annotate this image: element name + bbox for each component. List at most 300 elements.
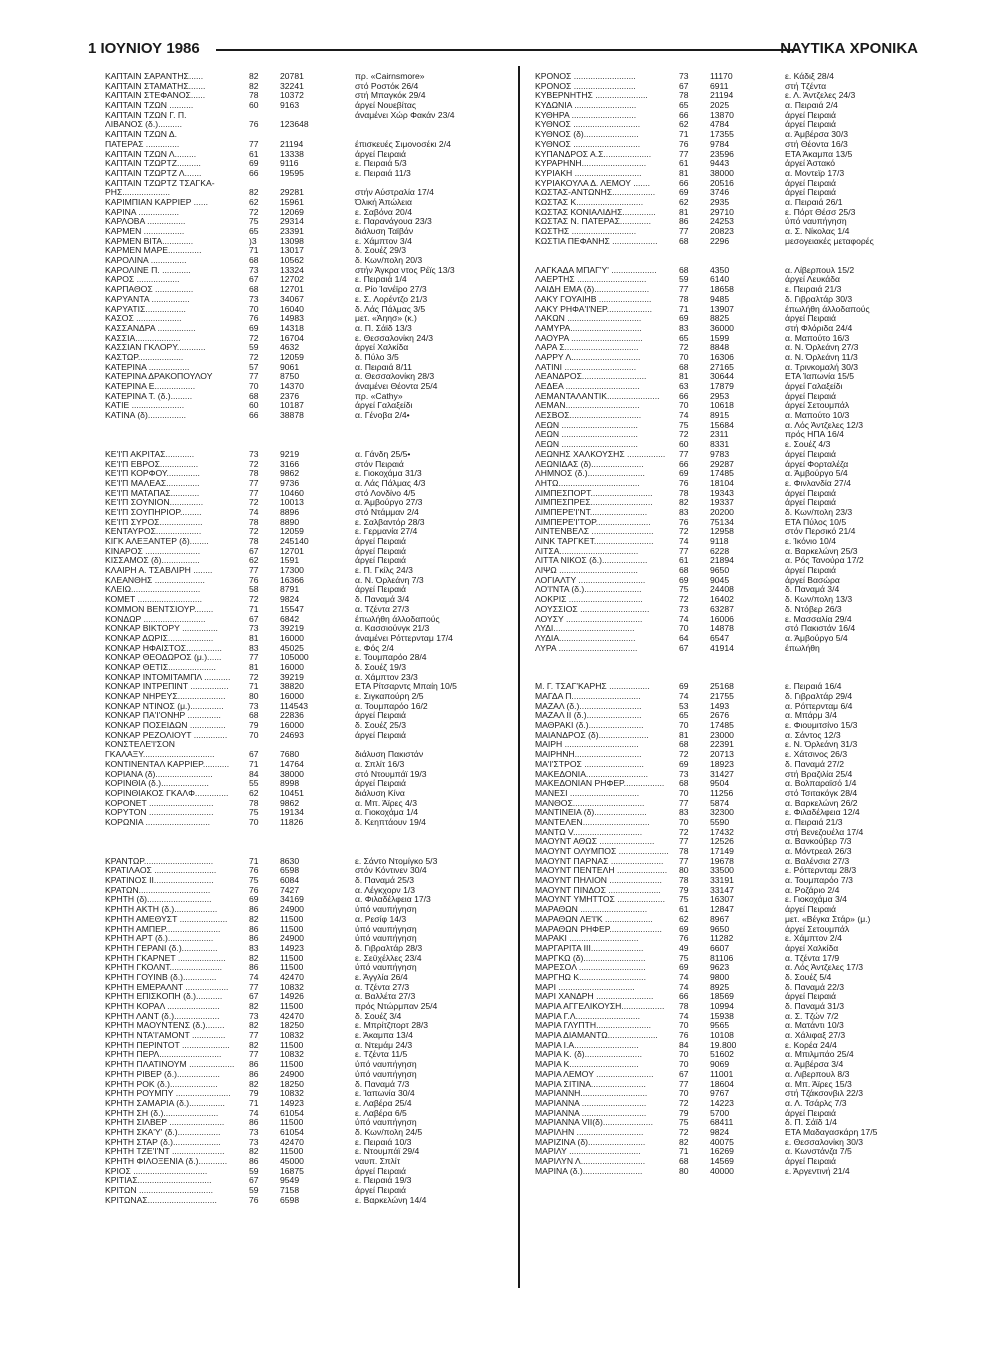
ship-status: μετ. «Βέγκα Στάρ» (μ.) [785,913,871,924]
ship-name: ΚΑΡΠΑΘΟΣ ................ [105,284,194,295]
gross-tonnage: 34169 [280,894,304,905]
gross-tonnage: 11500 [280,923,304,934]
ship-status: άργεί Πειραιά [785,1156,836,1166]
ship-name: ΚΟΝΚΑΡ ΝΤΙΝΟΣ (μ.).............. [105,700,224,711]
build-year: 70 [679,1020,689,1031]
ship-status: δ. Πύλο 3/5 [355,351,399,362]
build-year: 74 [679,613,689,624]
ship-status: στή Θέοντα 16/3 [785,138,848,149]
build-year: 71 [679,1146,689,1157]
gross-tonnage: 10832 [280,1049,304,1060]
gross-tonnage: 8967 [710,913,730,924]
ship-name: ΜΑΡΑΚΙ ............................. [535,933,639,944]
ship-name: ΜΑΡΑΘΩΝ ΛΕ'Ι'Κ .................... [535,913,653,924]
build-year: 61 [679,904,689,915]
ship-status: α. Ροζάριο 2/4 [785,884,840,895]
page-header [88,38,918,60]
gross-tonnage: 9549 [280,1175,300,1186]
ship-status: δ. Γιβραλτάρ 29/4 [785,691,853,701]
ship-status: δ. Κων/πολη 24/5 [355,1126,423,1137]
section-gap [105,430,505,440]
gross-tonnage: 18250 [280,1078,304,1089]
ship-status: δ. Κων/πολη 23/3 [785,506,853,517]
gross-tonnage: 24408 [710,584,734,595]
ship-status: α. Ματάντι 10/3 [785,1020,844,1031]
ship-name: ΜΑΟΥΝΤ ΠΕΝΤΕΛΗ ..................... [535,865,668,876]
ship-name: ΚΑΣΤΩΡ................... [105,351,184,362]
column-divider [518,66,520,1288]
build-year: 75 [249,807,259,818]
ship-name: ΚΑΤΕΡΙΝΑ ΔΡΑΚΟΠΟΥΛΟΥ [105,371,213,382]
build-year: 75 [249,875,259,886]
build-year: 82 [249,187,259,198]
ship-status: ΕΤΑ Ρίτσαρντς Μπαίη 10/5 [355,681,457,692]
gross-tonnage: 15684 [710,419,734,430]
gross-tonnage: 18250 [280,1020,304,1031]
gross-tonnage: 11282 [710,933,734,944]
ship-status: α. Γάνδη 25/5• [355,448,411,459]
ship-status: άργεί Πειραιά [355,778,406,789]
ship-status: α. Ν. Όρλεάνη 11/3 [785,351,858,362]
ship-status: πρ. «Cathy» [355,390,403,401]
gross-tonnage: 11500 [280,1001,304,1011]
build-year: 70 [249,816,259,827]
ship-status: ε. Άργεντινή 21/4 [785,1165,850,1176]
gross-tonnage: 9219 [280,448,300,459]
gross-tonnage: 8848 [710,342,730,353]
build-year: 60 [249,100,259,111]
ship-status: άργεί Πειραιά [785,390,836,401]
ship-name: ΚΛΕΙΩ............................. [105,584,201,595]
ship-name: ΜΑΡΙΑ Γ.Λ........................... [535,1010,641,1021]
gross-tonnage: 16000 [280,632,304,643]
ship-status: ε. Ίκόνιο 10/4 [785,536,836,546]
gross-tonnage: 32300 [710,807,734,818]
ship-name: ΛΟ'Ι'ΝΤΑ (δ.)........................ [535,584,642,595]
ship-name: ΛΑΓΚΑΔΑ ΜΠΑΓ'Υ' ................... [535,264,657,275]
ship-name: ΚΡΑΤΩΝ.............................. [105,884,211,895]
build-year: 76 [249,1194,259,1205]
gross-tonnage: 17485 [710,468,734,479]
build-year: 72 [249,206,259,217]
build-year: 71 [679,129,689,140]
ship-name: ΚΩΣΤΙΑ ΠΕΦΑΝΗΣ ................... [535,235,658,246]
ship-name: ΛΙΜΠΕΣΠΡΕΣ.......................... [535,497,653,508]
gross-tonnage: 6547 [710,632,730,643]
ship-name: ΜΑΡΙ ................................ [535,981,635,992]
ship-status: α. Χάμπτον 23/3 [355,671,418,682]
gross-tonnage: 20823 [710,226,734,236]
build-year: 73 [249,700,259,711]
gross-tonnage: 8896 [280,506,300,517]
ship-status: α. Τζέντα 17/9 [785,952,840,963]
ship-status: ε. Σαβόνα 20/4 [355,206,412,217]
build-year: 75 [679,952,689,963]
ship-name: ΚΑΤΙΝΑ (δ)................ [105,410,187,421]
gross-tonnage: 3166 [280,458,300,469]
build-year: 77 [679,284,689,295]
ship-name: ΚΑΡΙΜΠΙΑΝ ΚΑΡΡΙΕΡ ...... [105,196,208,207]
build-year: 74 [249,1107,259,1118]
build-year: 80 [249,691,259,701]
ship-status: στό Ντάμμαν 2/4 [355,506,419,517]
gross-tonnage: 6598 [280,865,300,876]
ship-status: ε. Σ. Λορέντζο 21/3 [355,293,428,304]
ship-status: α. Πειραιά 26/1 [785,196,843,207]
ship-name: ΚΑΠΤΑΙΝ ΤΖΩΝ Λ......... [105,148,197,159]
ship-status: α. Σάντος 12/3 [785,729,841,740]
ship-name: ΛΕΜΑΝΤΑΛΑΝΤΙΚ...................... [535,390,660,401]
ship-status: α. Π. Σάϊδ 13/3 [355,322,412,333]
ship-status: α. Βαρκελώνη 26/2 [785,797,858,808]
ship-name: ΜΑΡΙΑΝΝΑ ........................... [535,1107,647,1118]
ship-name: ΚΡΗΤΗ ΠΕΡΛ.......................... [105,1049,222,1060]
build-year: 71 [249,245,259,256]
ship-status: α. Κωνστάνζα 7/5 [785,1146,852,1157]
gross-tonnage: 16875 [280,1165,304,1176]
gross-tonnage: 15961 [280,196,304,207]
build-year: 74 [679,410,689,421]
ship-status: ε. Χάτσινος 26/3 [785,749,848,760]
ship-name: ΚΡΗΤΗ ΦΙΛΟΞΕΝΙΑ (δ.)............ [105,1156,228,1166]
ship-status: ε. Θεσσαλονίκη 24/3 [355,332,434,343]
ship-name: ΚΕ'Ι'Π ΑΚΡΙΤΑΣ............ [105,448,195,459]
ship-status: άργεί Σετουμπάλ [785,923,850,934]
ship-name: ΚΕ'Ι'Π ΕΒΡΟΣ................ [105,458,199,469]
gross-tonnage: 33500 [710,865,734,876]
gross-tonnage: 14923 [280,942,304,953]
build-year: 83 [249,942,259,953]
ship-name: ΚΛΑΙΡΗ Α. ΤΣΑΒΛΙΡΗ ........ [105,565,213,576]
build-year: 75 [679,894,689,905]
build-year: 68 [679,264,689,275]
ship-status: στή Βραζιλία 25/4 [785,768,853,779]
ship-name: ΚΟΝΔΩΡ .......................... [105,613,206,624]
gross-tonnage: 245140 [280,536,309,546]
ship-status: ε. Κάδιξ 28/4 [785,71,834,81]
build-year: 81 [679,371,689,382]
build-year: 66 [679,991,689,1002]
gross-tonnage: 30644 [710,371,734,382]
ship-status: πρός Ντώρμπαν 25/4 [355,1001,438,1011]
build-year: 66 [679,390,689,401]
build-year: 72 [679,749,689,760]
ship-name: ΛΟΚΡΙΣ ............................... [535,594,643,605]
ship-name: ΜΑΡΙΑΝΝΑ VII(δ)..................... [535,1117,653,1128]
build-year: 70 [679,816,689,827]
build-year: 79 [679,1107,689,1118]
gross-tonnage: 24253 [710,216,734,227]
ship-status: α. Μπάρμ 3/4 [785,710,837,721]
gross-tonnage: 2025 [710,100,730,111]
ship-name: ΛΑΡΡΥ Λ............................. [535,351,641,362]
ship-status: α. Μπ. Άϊρες 15/3 [785,1078,852,1089]
ship-status: ΕΤΑ Πύλος 10/5 [785,516,847,527]
ship-status: ε. Λαβέρα 6/5 [355,1107,407,1118]
ship-name: ΜΑΖΑΛ (δ.).......................... [535,700,642,711]
ship-status: μεσογειακές μεταφορές [785,235,874,246]
gross-tonnage: 9163 [280,100,300,111]
ship-status: άργεί Πειραιά [355,1185,406,1196]
gross-tonnage: 18104 [710,477,734,488]
gross-tonnage: 16307 [710,894,734,905]
gross-tonnage: 63287 [710,603,734,614]
gross-tonnage: 34067 [280,293,304,304]
ship-status: α. Σ. Νίκολας 1/4 [785,226,850,236]
ship-status: ύπό ναυπήγηση [785,216,847,227]
gross-tonnage: 45025 [280,642,304,653]
build-year: 69 [249,158,259,169]
build-year: 82 [679,497,689,508]
ship-name: ΚΡΗΤΗ ΣΤΑΡ (δ.).................... [105,1136,221,1147]
gross-tonnage: 11500 [280,913,304,924]
build-year: 82 [249,80,259,91]
gross-tonnage: 29710 [710,206,734,217]
ship-name: ΜΑΡΑΘΩΝ ΡΗΦΕΡ...................... [535,923,662,934]
ship-status: α. Ν. Όρλεάνη 7/3 [355,574,424,585]
build-year: 86 [249,1059,259,1070]
ship-status: α. Φιλαδέλφεια 17/3 [355,894,431,905]
gross-tonnage: 20781 [280,71,304,81]
gross-tonnage: 6607 [710,942,730,953]
ship-status: στόν Περσικό 21/4 [785,526,856,537]
ship-name: ΚΥΘΗΡΑ ........................... [535,109,637,120]
ship-status: ύπό ναυπήγηση [355,933,417,944]
ship-status: ε. Χάμπτον 2/4 [785,933,842,944]
ship-status: έπωλήθη άλλοδαπούς [785,303,870,314]
gross-tonnage: 7158 [280,1185,300,1196]
ship-status: άργεί Χαλκίδα [785,942,839,953]
build-year: 86 [249,933,259,944]
build-year: 72 [249,526,259,537]
ship-name: ΛΟΥΣΥ ................................ [535,613,643,624]
gross-tonnage: 14569 [710,1156,734,1166]
gross-tonnage: 38878 [280,410,304,421]
gross-tonnage: 36000 [710,322,734,333]
ship-name: ΚΡΗΤΗ ΝΤΑ'Ι'ΑΜΟΝΤ .............. [105,1030,226,1041]
gross-tonnage: 12702 [280,274,304,285]
gross-tonnage: 15547 [280,603,304,614]
ship-name: ΜΑΡΙΑ Κ. (δ)........................ [535,1049,642,1060]
ship-name: ΛΥΡΑ ................................. [535,642,638,653]
ship-status: ε. Ντουμπάϊ 29/4 [355,1146,420,1157]
build-year: 68 [679,1156,689,1166]
ship-name: ΚΑΣΟΣ ................... [105,313,182,324]
build-year: 81 [679,206,689,217]
gross-tonnage: 9118 [710,536,729,546]
ship-name: ΛΕΩΝ ................................ [535,429,638,440]
build-year: 77 [679,545,689,556]
gross-tonnage: 61054 [280,1107,304,1118]
ship-name: ΜΑΡΑΘΩΝ ............................ [535,904,648,915]
gross-tonnage: 23391 [280,226,304,236]
ship-status: α. Πειραιά 21/3 [785,816,843,827]
build-year: 59 [679,274,689,285]
ship-name: ΚΟΝΚΑΡ ΠΟΣΕΙΔΩΝ ............... [105,720,226,731]
ship-status: ε. Πειραιά 21/3 [785,284,842,295]
gross-tonnage: 2676 [710,710,730,721]
ship-status: δ. Παναμά 22/3 [785,981,845,992]
section-gap [105,421,505,431]
gross-tonnage: 10832 [280,1088,304,1099]
gross-tonnage: 45000 [280,1156,304,1166]
build-year: 73 [249,293,259,304]
ship-status: έπωλήθη άλλοδαπούς [355,613,440,624]
gross-tonnage: 9736 [280,477,300,488]
ship-name: ΚΡΗΤΗ (δ)........................... [105,894,212,905]
gross-tonnage: 9862 [280,468,300,479]
build-year: 72 [249,671,259,682]
ship-name: ΚΑΣΣΙΑΝ ΓΚΛΟΡΥ............ [105,342,206,353]
ship-name: ΚΥΔΩΝΙΑ .......................... [535,100,637,111]
gross-tonnage: 11170 [710,71,733,81]
gross-tonnage: 18923 [710,758,734,769]
gross-tonnage: 8890 [280,516,300,527]
ship-name: ΚΡΗΤΗ ΣΗ (δ.)....................... [105,1107,219,1118]
build-year: 73 [249,1126,259,1137]
ship-name: ΜΑΝΤΩ V............................. [535,826,643,837]
gross-tonnage: 10562 [280,255,304,266]
ship-name: ΛΙΤΤΑ ΝΙΚΟΣ (δ.)................... [535,555,648,566]
gross-tonnage: 39219 [280,671,304,682]
gross-tonnage: 14370 [280,381,304,391]
build-year: 72 [249,458,259,469]
ship-status: δ. Παναμά 7/3 [355,1078,410,1089]
ship-status: άργεί Πειραιά [355,584,406,595]
ship-status: έπωλήθη [785,642,820,653]
ship-status: ε. Κορέα 24/4 [785,1039,837,1050]
ship-name: ΛΕΔΕΑ ............................... [535,381,640,391]
gross-tonnage: 9565 [710,1020,730,1031]
ship-status: α. Μοντεϊρ 17/3 [785,167,845,178]
ship-status: α. Ρός Τανούρα 17/2 [785,555,864,566]
gross-tonnage: 9784 [710,138,730,149]
build-year: 74 [679,536,689,546]
ship-name: ΚΙΝΑΡΟΣ ....................... [105,545,201,556]
gross-tonnage: 123648 [280,119,309,130]
build-year: 59 [249,1165,259,1176]
gross-tonnage: 2953 [710,390,730,401]
gross-tonnage: 9443 [710,158,730,169]
build-year: 76 [249,574,259,585]
section-gap [105,828,505,838]
ship-status: ε. Γερμανία 27/4 [355,526,418,537]
gross-tonnage: 25168 [710,681,734,692]
gross-tonnage: 2296 [710,235,730,246]
gross-tonnage: 41914 [710,642,734,653]
ship-status: άργεί Πειραιά [785,448,836,459]
ship-status: πρ. «Cairnsmore» [355,71,425,81]
ship-name: ΜΑΡΙΑ ΛΕΜΟΥ ........................ [535,1068,654,1079]
ship-name: ΚΡΗΤΗ ΓΚΟΛΝΤ...................... [105,962,223,973]
ship-name: ΚΟΝΤΙΝΕΝΤΑΛ ΚΑΡΡΙΕΡ........... [105,758,230,769]
build-year: 81 [249,632,259,643]
ship-status: άργεί Πειραιά [355,1165,406,1176]
build-year: 72 [679,826,689,837]
ship-name: ΚΕ'Ι'Π ΣΥΡΟΣ.................. [105,516,203,527]
build-year: 75 [679,419,689,430]
build-year: 69 [679,962,689,973]
gross-tonnage: 24900 [280,933,304,944]
build-year: 62 [249,787,259,798]
gross-tonnage: 4350 [710,264,730,275]
gross-tonnage: 75134 [710,516,734,527]
ship-status: α. Σπλίτ 16/3 [355,758,405,769]
ship-status: α. Γιοκοχάμα 1/4 [355,807,419,818]
ship-name: ΛΟΥΣΣΙΟΣ ............................. [535,603,650,614]
build-year: 78 [679,487,689,498]
build-year: 73 [249,264,259,275]
build-year: 81 [679,729,689,740]
gross-tonnage: 16040 [280,303,304,314]
build-year: 70 [679,787,689,798]
build-year: 86 [249,1068,259,1079]
ship-status: στή Τζέντα [785,80,827,91]
ship-status: α. Λίβερπουλ 15/2 [785,264,855,275]
build-year: 78 [679,846,689,856]
ship-status: ε. Παρανάγουα 23/3 [355,216,432,227]
build-year: 86 [249,1117,259,1128]
build-year: 72 [679,594,689,605]
ship-name: ΜΑΚΕΔΟΝΙΑΝ ΡΗΦΕΡ................. [535,778,665,789]
gross-tonnage: 10187 [280,400,304,411]
gross-tonnage: 17432 [710,826,734,837]
gross-tonnage: 42470 [280,1136,304,1147]
gross-tonnage: 16000 [280,720,304,731]
ship-name: ΚΡΗΤΗ ΣΙΛΒΕΡ ....................... [105,1117,225,1128]
ship-name: ΚΑΡΥΑΤΙΣ................. [105,303,186,314]
ship-status: άργεί Πειραιά [355,536,406,546]
ship-status: α. Ρίο Ίανέϊρο 27/3 [355,284,427,295]
gross-tonnage: 11500 [280,952,304,963]
build-year: 66 [249,410,259,421]
ship-name: ΚΡΙΤΩΝΑΣ............................. [105,1194,217,1205]
build-year: 79 [679,884,689,895]
ship-status: δ. Παναμά 31/3 [785,1001,845,1011]
ship-name: ΛΥΔΙ.................................. [535,623,635,634]
header-rule [216,49,798,51]
build-year: 76 [249,313,259,324]
ship-status: α. Λ. Τσάρλς 7/3 [785,1097,847,1108]
build-year: 82 [249,1078,259,1089]
build-year: 70 [679,1049,689,1060]
gross-tonnage: 12526 [710,836,734,847]
ship-name: ΚΑΠΤΑΙΝ ΣΑΡΑΝΤΗΣ...... [105,71,204,81]
ship-status: α. Πειραιά 2/4 [785,100,838,111]
gross-tonnage: 31427 [710,768,734,779]
ship-name: ΚΡΗΤΗ ΓΕΡΑΝΙ (δ.)............... [105,942,218,953]
build-year: 61 [249,148,259,159]
ship-status: ε. Πειραιά 5/3 [355,158,407,169]
ship-status: ε. Ν. Όρλεάνη 31/3 [785,739,858,750]
gross-tonnage: 23596 [710,148,734,159]
ship-name: ΚΡΗΤΗ ΡΙΒΕΡ (δ.).................. [105,1068,220,1079]
build-year: 66 [679,458,689,469]
ship-entry [105,1196,505,1206]
build-year: 75 [679,584,689,595]
gross-tonnage: 27165 [710,361,734,372]
ship-status: άναμένει Χώρ Φακάν 23/4 [355,109,455,120]
gross-tonnage: 13017 [280,245,304,256]
build-year: 62 [679,196,689,207]
gross-tonnage: 16006 [710,613,734,624]
ship-name: ΚΡΗΤΗ ΑΡΤ (δ.)................... [105,933,214,944]
build-year: 69 [679,468,689,479]
ship-name: ΛΕΣΒΟΣ.............................. [535,410,642,421]
ship-status: ε. Τουμπαρόο 28/4 [355,652,427,663]
ship-status: Όλική Άπώλεια [355,196,412,207]
build-year: 84 [679,1039,689,1050]
